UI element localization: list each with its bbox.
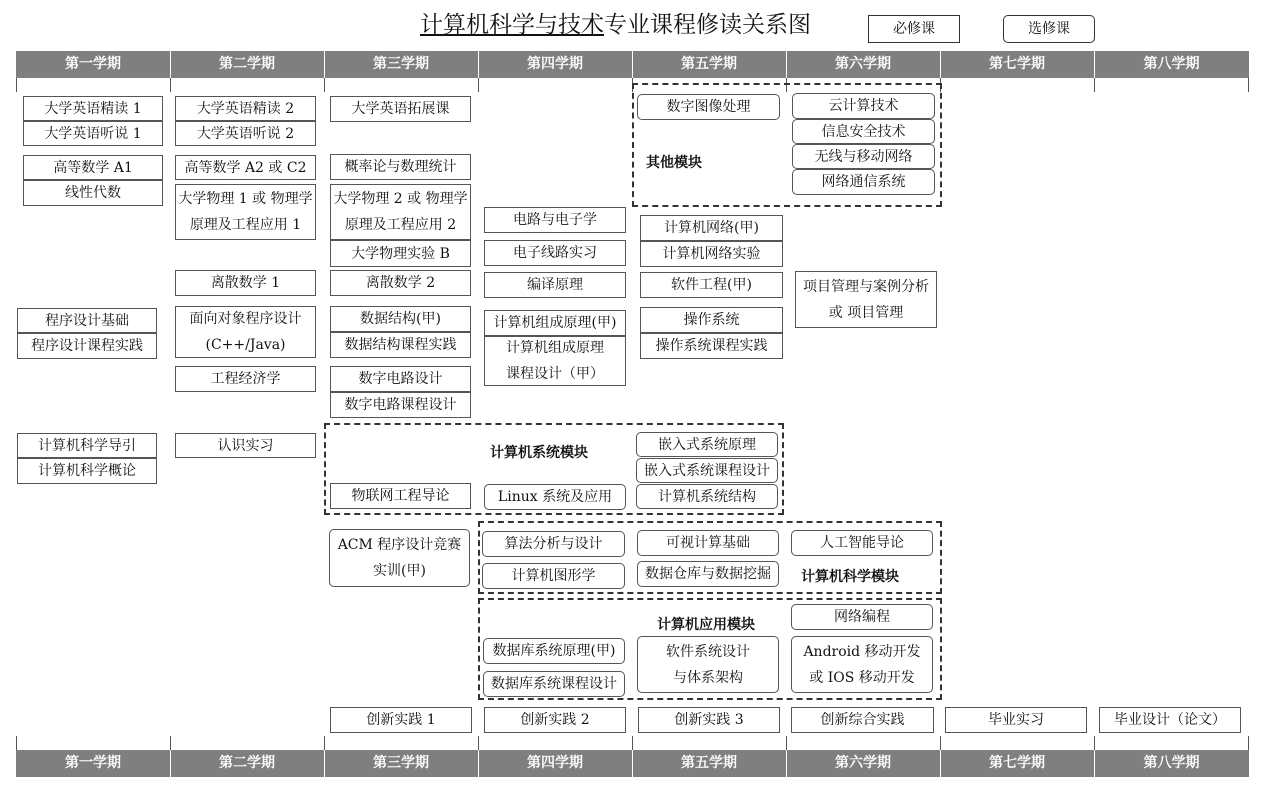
divider — [786, 51, 787, 78]
course-dw-dm: 数据仓库与数据挖掘 — [637, 561, 779, 587]
course-oop-line2: (C++/Java) — [205, 337, 286, 353]
semester-6-label: 第六学期 — [835, 56, 891, 72]
page-title — [420, 8, 811, 42]
course-physics1-line1: 大学物理 1 或 物理学 — [178, 191, 313, 207]
semester-4-label: 第四学期 — [527, 56, 583, 72]
module-science-label: 计算机科学模块 — [801, 569, 899, 585]
divider — [324, 51, 325, 78]
course-pm-line2: 或 项目管理 — [828, 304, 904, 321]
legend-elective: 选修课 — [1003, 15, 1095, 43]
course-math-a2c2: 高等数学 A2 或 C2 — [175, 155, 316, 180]
course-eng-listen2: 大学英语听说 2 — [175, 121, 316, 146]
course-linear-algebra: 线性代数 — [23, 180, 163, 206]
course-physics1-line2: 原理及工程应用 1 — [189, 217, 302, 233]
course-ds: 数据结构(甲) — [330, 306, 471, 332]
course-cs-intro: 计算机科学导引 — [17, 433, 157, 458]
course-math-a1: 高等数学 A1 — [23, 155, 163, 180]
course-compiler: 编译原理 — [484, 272, 626, 298]
semester-4-label: 第四学期 — [527, 755, 583, 771]
course-net-a: 计算机网络(甲) — [640, 215, 783, 241]
course-linux: Linux 系统及应用 — [484, 484, 626, 510]
tick — [324, 736, 325, 750]
course-net-prog: 网络编程 — [791, 604, 933, 630]
course-pm-line1: 项目管理与案例分析 — [803, 278, 929, 295]
course-netcomm: 网络通信系统 — [792, 169, 935, 195]
tick — [1094, 736, 1095, 750]
course-vis-comp: 可视计算基础 — [637, 530, 779, 556]
course-eng-listen1: 大学英语听说 1 — [23, 121, 163, 146]
course-comp-org: 计算机组成原理(甲) — [484, 310, 626, 336]
semester-3-label: 第三学期 — [373, 755, 429, 771]
course-oop — [175, 306, 316, 358]
course-mobile-line1: Android 移动开发 — [803, 643, 921, 660]
tick — [16, 78, 17, 92]
course-physics-lab: 大学物理实验 B — [330, 240, 471, 267]
course-ds-practice: 数据结构课程实践 — [330, 332, 471, 358]
tick — [940, 736, 941, 750]
course-physics2 — [330, 184, 471, 240]
divider — [170, 750, 171, 777]
course-physics2-line1: 大学物理 2 或 物理学 — [333, 191, 468, 207]
course-ai-intro: 人工智能导论 — [791, 530, 933, 556]
course-acm-line2: 实训(甲) — [373, 563, 426, 579]
course-cs-overview: 计算机科学概论 — [17, 458, 157, 484]
divider — [1094, 51, 1095, 78]
course-mobile-line2: 或 IOS 移动开发 — [809, 669, 915, 686]
course-se: 软件工程(甲) — [640, 272, 783, 298]
tick — [632, 736, 633, 750]
course-comp-arch: 计算机系统结构 — [636, 484, 778, 509]
semester-6-label: 第六学期 — [835, 755, 891, 771]
tick — [1248, 78, 1249, 92]
course-infosec: 信息安全技术 — [792, 119, 935, 144]
course-net-lab: 计算机网络实验 — [640, 241, 783, 267]
course-comp-org-design — [484, 336, 626, 386]
course-digital-practice: 数字电路课程设计 — [330, 392, 471, 418]
course-eng-ext: 大学英语拓展课 — [330, 96, 471, 122]
course-internship: 毕业实习 — [945, 707, 1087, 733]
divider — [786, 750, 787, 777]
divider — [170, 51, 171, 78]
divider — [324, 750, 325, 777]
tick — [478, 736, 479, 750]
semester-header-bottom — [16, 750, 1249, 777]
tick — [16, 736, 17, 750]
semester-7-label: 第七学期 — [989, 56, 1045, 72]
course-embedded-design: 嵌入式系统课程设计 — [636, 458, 778, 483]
course-wireless: 无线与移动网络 — [792, 144, 935, 169]
course-prog-practice: 程序设计课程实践 — [17, 333, 157, 359]
semester-3-label: 第三学期 — [373, 56, 429, 72]
course-oop-line1: 面向对象程序设计 — [189, 311, 302, 327]
divider — [632, 51, 633, 78]
divider — [1094, 750, 1095, 777]
semester-8-label: 第八学期 — [1143, 56, 1200, 72]
course-physics2-line2: 原理及工程应用 2 — [344, 217, 457, 233]
course-innov1: 创新实践 1 — [330, 707, 472, 733]
course-embedded: 嵌入式系统原理 — [636, 432, 778, 457]
tick — [170, 736, 171, 750]
course-db: 数据库系统原理(甲) — [483, 638, 625, 664]
tick — [478, 78, 479, 92]
divider — [940, 51, 941, 78]
course-acm — [329, 529, 470, 587]
course-cloud: 云计算技术 — [792, 93, 935, 119]
semester-8-label: 第八学期 — [1143, 755, 1200, 771]
course-discrete1: 离散数学 1 — [175, 270, 316, 296]
course-circuit-practice: 电子线路实习 — [484, 240, 626, 266]
course-prog-basics: 程序设计基础 — [17, 308, 157, 333]
semester-header-top — [16, 51, 1249, 78]
course-eng-read1: 大学英语精读 1 — [23, 96, 163, 121]
course-os: 操作系统 — [640, 307, 783, 333]
course-sw-arch-line2: 与体系架构 — [673, 669, 743, 686]
tick — [786, 736, 787, 750]
course-discrete2: 离散数学 2 — [330, 270, 471, 296]
course-sw-arch — [637, 636, 779, 693]
semester-2-label: 第二学期 — [219, 755, 275, 771]
module-other-label: 其他模块 — [646, 155, 702, 171]
course-physics1 — [175, 184, 316, 240]
title-underlined: 计算机科学与技术 — [420, 12, 604, 38]
module-application-label: 计算机应用模块 — [657, 617, 755, 633]
course-sw-arch-line1: 软件系统设计 — [666, 643, 750, 660]
divider — [478, 51, 479, 78]
semester-1-label: 第一学期 — [65, 56, 121, 72]
course-eng-econ: 工程经济学 — [175, 366, 316, 392]
course-innov3: 创新实践 3 — [638, 707, 780, 733]
tick — [1248, 736, 1249, 750]
divider — [940, 750, 941, 777]
course-graphics: 计算机图形学 — [482, 563, 625, 589]
course-thesis: 毕业设计（论文） — [1099, 707, 1241, 733]
course-circuits: 电路与电子学 — [484, 207, 626, 233]
course-algorithms: 算法分析与设计 — [482, 531, 625, 557]
divider — [478, 750, 479, 777]
divider — [632, 750, 633, 777]
course-innov2: 创新实践 2 — [484, 707, 626, 733]
course-pm — [795, 271, 937, 328]
tick — [324, 78, 325, 92]
semester-1-label: 第一学期 — [65, 755, 121, 771]
title-rest: 专业课程修读关系图 — [604, 12, 811, 38]
semester-7-label: 第七学期 — [989, 755, 1045, 771]
course-image-proc: 数字图像处理 — [637, 94, 780, 120]
course-eng-read2: 大学英语精读 2 — [175, 96, 316, 121]
course-db-design: 数据库系统课程设计 — [483, 671, 625, 697]
course-prob-stat: 概率论与数理统计 — [330, 154, 471, 180]
tick — [170, 78, 171, 92]
course-mobile — [791, 636, 933, 693]
course-digital-circuit: 数字电路设计 — [330, 366, 471, 392]
course-iot-intro: 物联网工程导论 — [330, 483, 471, 509]
course-comp-org-design-line1: 计算机组成原理 — [506, 340, 604, 356]
semester-5-label: 第五学期 — [681, 755, 737, 771]
course-acm-line1: ACM 程序设计竞赛 — [337, 537, 462, 553]
course-innov-comp: 创新综合实践 — [791, 707, 934, 733]
legend-required: 必修课 — [868, 15, 960, 43]
course-os-practice: 操作系统课程实践 — [640, 333, 783, 359]
semester-2-label: 第二学期 — [219, 56, 275, 72]
course-cognition-practice: 认识实习 — [175, 433, 316, 458]
semester-5-label: 第五学期 — [681, 56, 737, 72]
tick — [1094, 78, 1095, 92]
course-comp-org-design-line2: 课程设计（甲） — [506, 366, 604, 382]
module-system-label: 计算机系统模块 — [490, 445, 588, 461]
